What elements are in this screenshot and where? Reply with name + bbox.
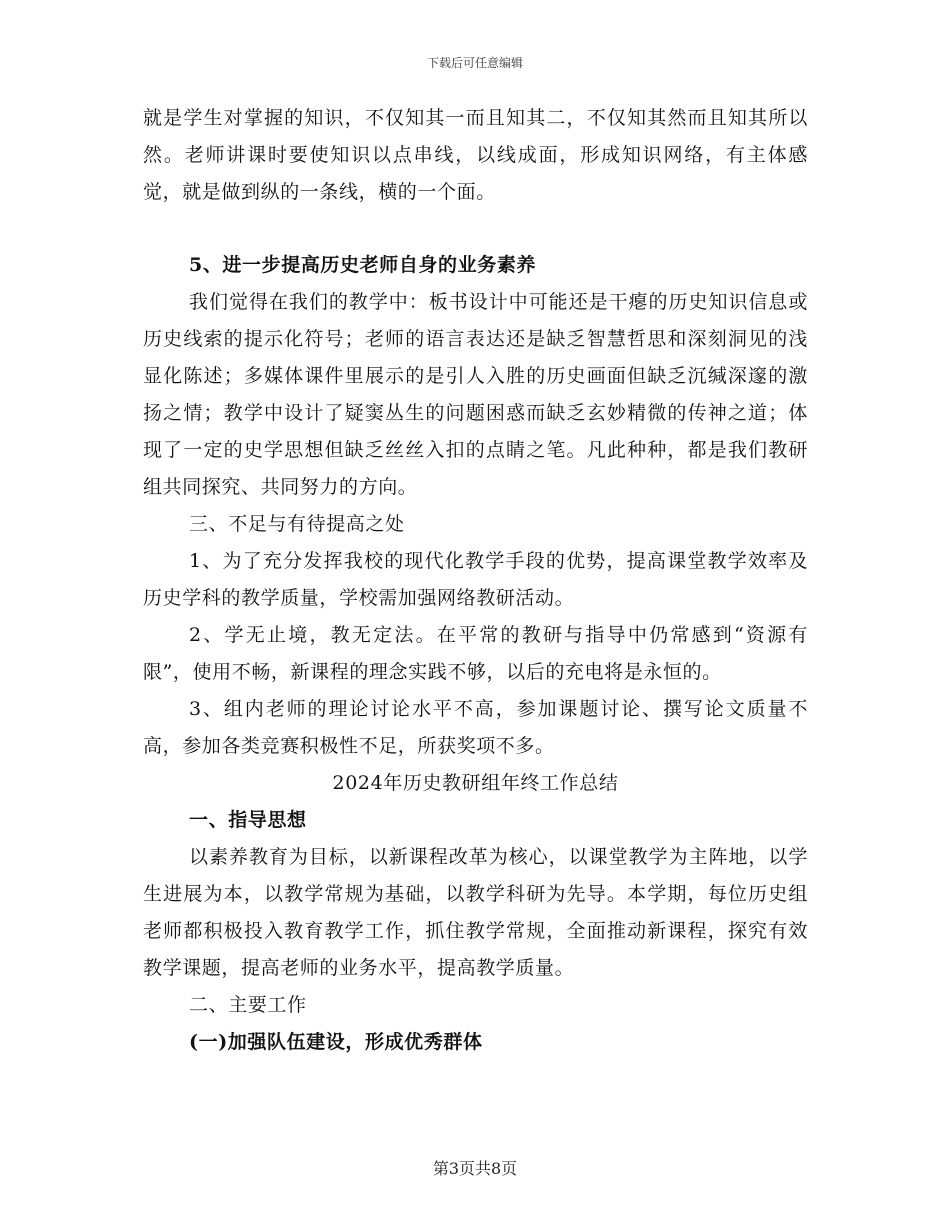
heading-section-three: 三、不足与有待提高之处 [189, 513, 405, 535]
heading-guiding-thought: 一、指导思想 [189, 809, 307, 831]
spacer [143, 211, 808, 247]
document-body [143, 100, 808, 1061]
paragraph-item-3: 3、组内老师的理论讨论水平不高，参加课题讨论、撰写论文质量不高，参加各类竞赛积极性不足，所获奖项不多。 [143, 698, 808, 757]
heading-team-building: (一)加强队伍建设，形成优秀群体 [189, 1031, 483, 1053]
paragraph-section-5: 我们觉得在我们的教学中：板书设计中可能还是干瘪的历史知识信息或历史线索的提示化符号；老师的语言表达还是缺乏智慧哲思和深刻洞见的浅显化陈述；多媒体课件里展示的是引人入胜的历史画面但缺乏沉缄深邃的激扬之情；教学中设计了疑窦丛生的问题困惑而缺乏玄妙精微的传神之道；体现了一定的史学思想但缺乏丝丝入扣的点睛之笔。凡此种种，都是我们教研组共同探究、共同努力的方向。 [143, 291, 808, 498]
paragraph-intro: 就是学生对掌握的知识，不仅知其一而且知其二，不仅知其然而且知其所以然。老师讲课时要使知识以点串线，以线成面，形成知识网络，有主体感觉，就是做到纵的一条线，横的一个面。 [143, 107, 808, 203]
paragraph-item-2: 2、学无止境，教无定法。在平常的教研与指导中仍常感到“资源有限”，使用不畅，新课程的理念实践不够，以后的充电将是永恒的。 [143, 624, 808, 683]
document-title: 2024年历史教研组年终工作总结 [332, 772, 619, 794]
paragraph-guiding-thought: 以素养教育为目标，以新课程改革为核心，以课堂教学为主阵地，以学生进展为本，以教学常规为基础，以教学科研为先导。本学期，每位历史组老师都积极投入教育教学工作，抓住教学常规，全面推动新课程，探究有效教学课题，提高老师的业务水平，提高教学质量。 [143, 846, 808, 979]
page-header-note: 下载后可任意编辑 [426, 56, 523, 70]
heading-section-5: 5、进一步提高历史老师自身的业务素养 [189, 254, 537, 276]
heading-main-work: 二、主要工作 [189, 994, 307, 1016]
paragraph-item-1: 1、为了充分发挥我校的现代化教学手段的优势，提高课堂教学效率及历史学科的教学质量，学校需加强网络教研活动。 [143, 550, 808, 609]
page-number: 第3页共8页 [432, 1159, 518, 1178]
